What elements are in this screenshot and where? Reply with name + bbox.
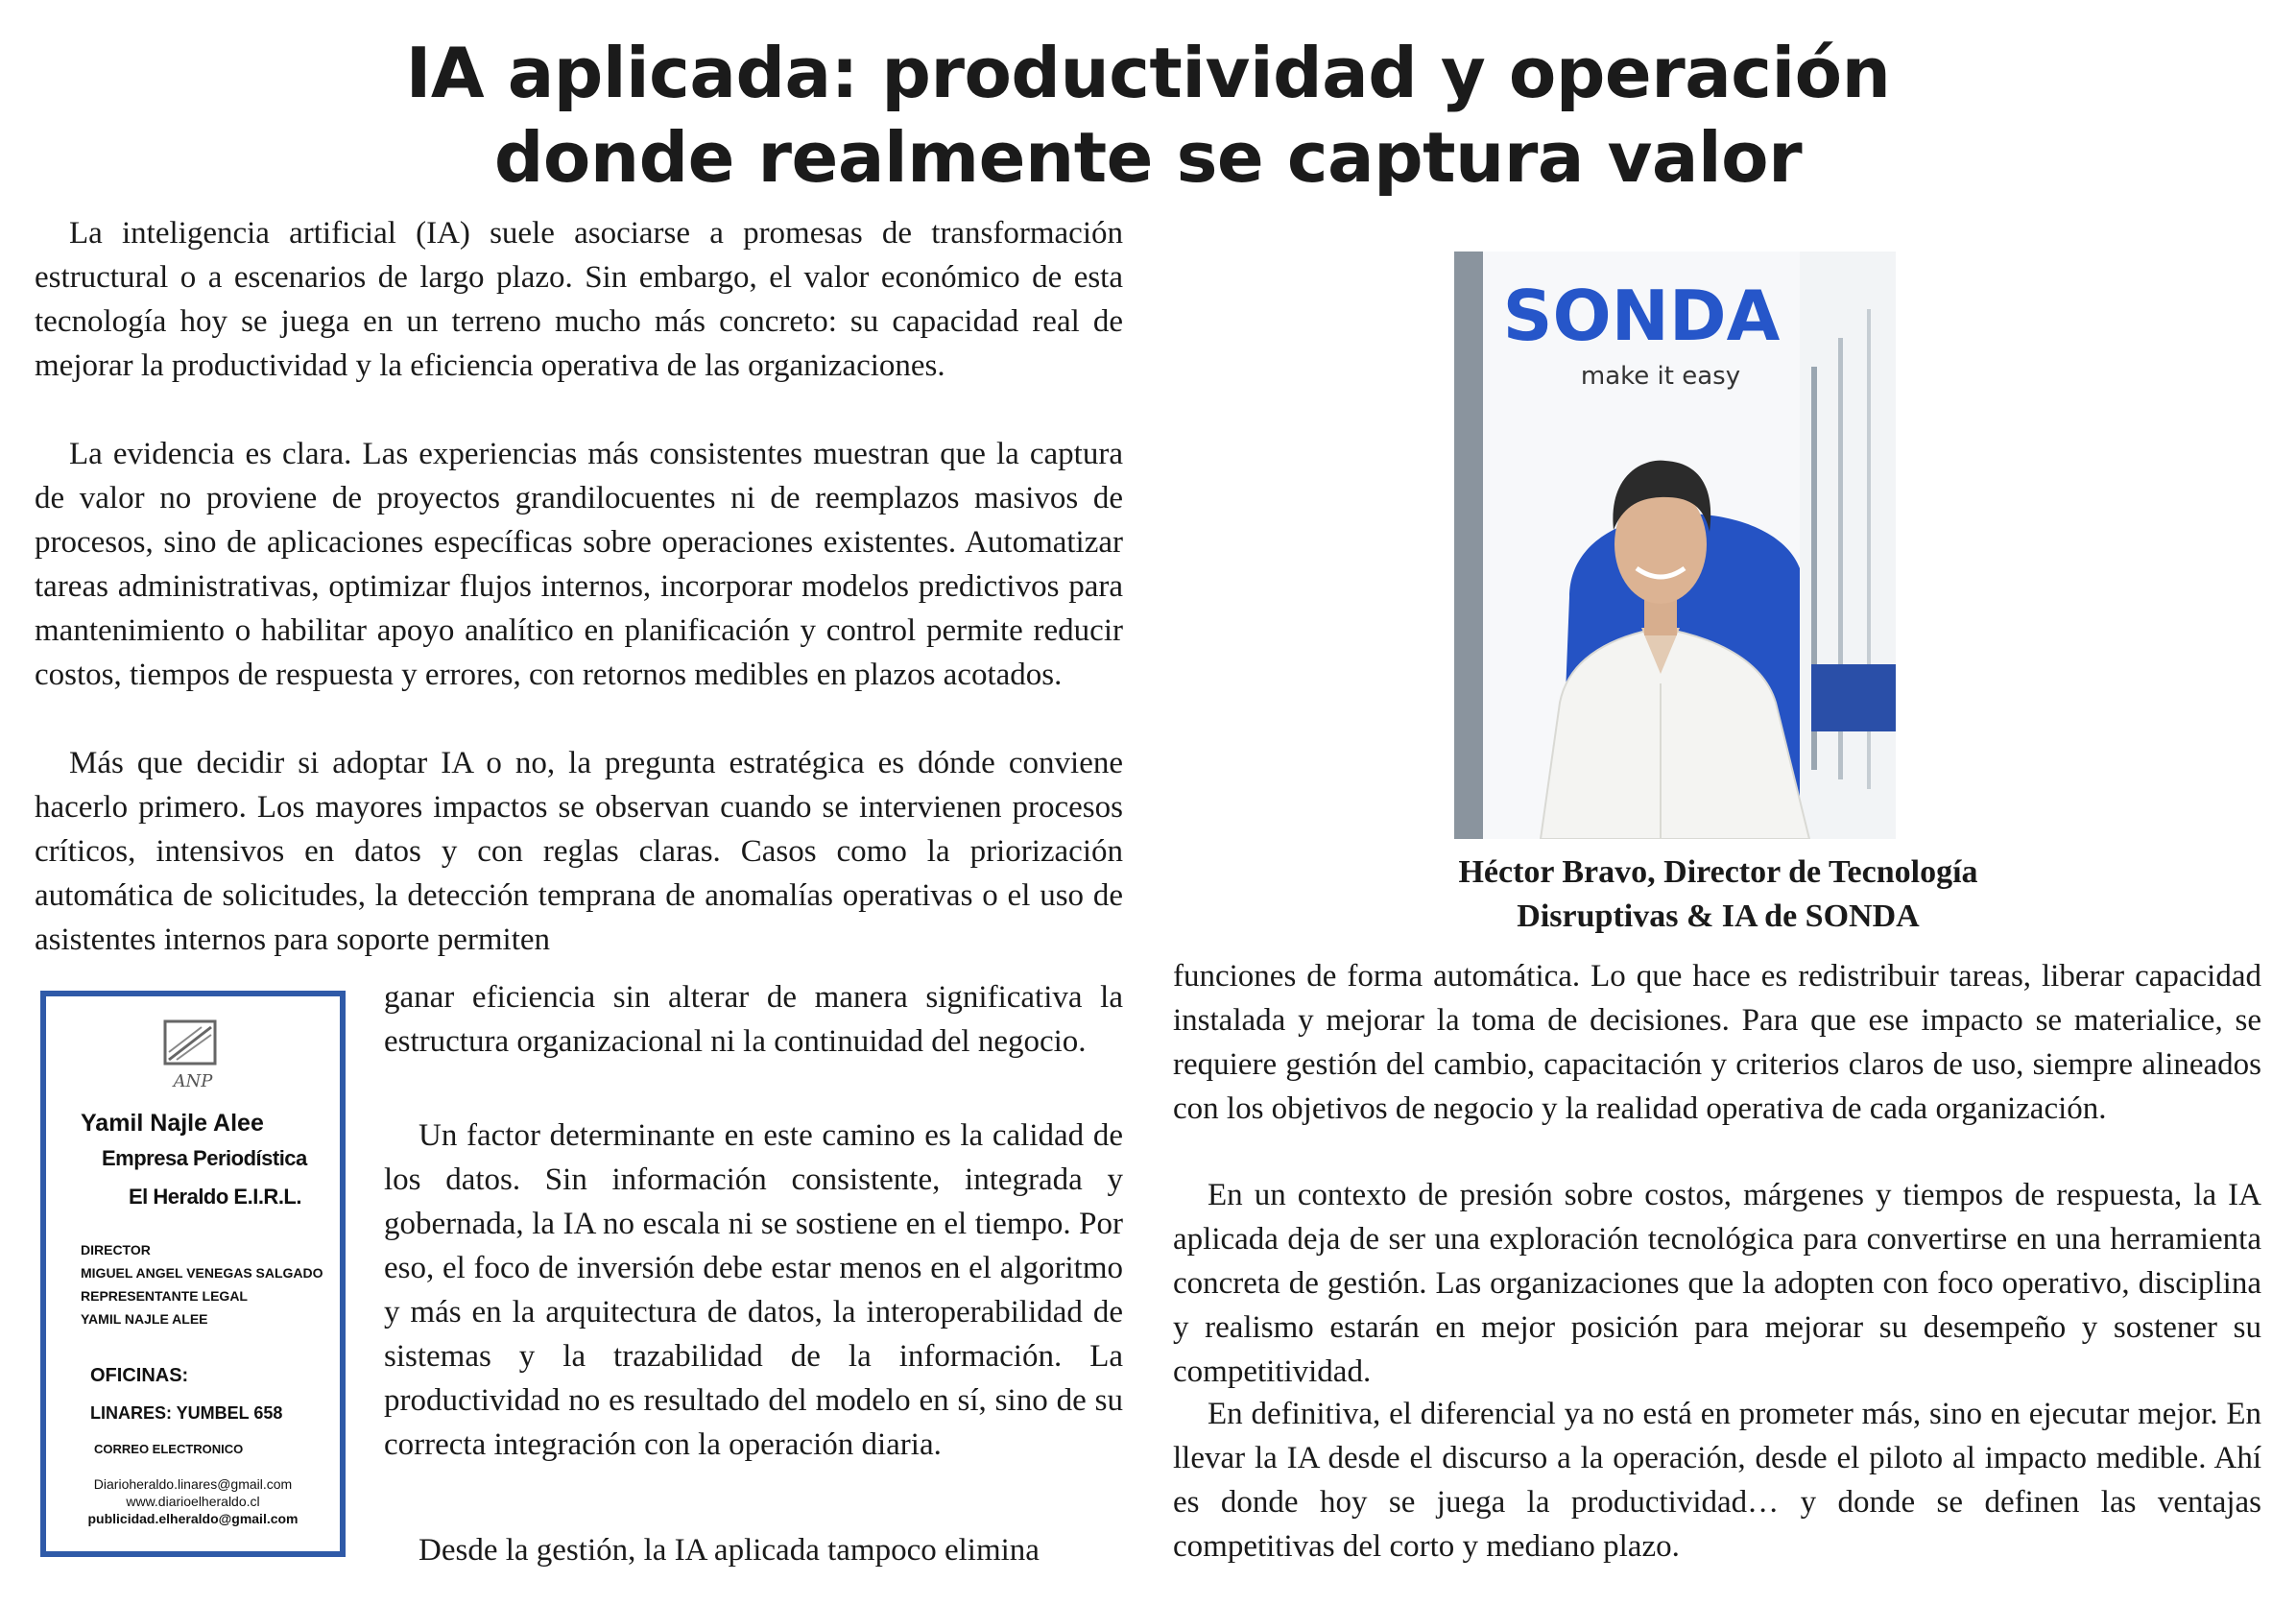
company-line-2: El Heraldo E.I.R.L.	[129, 1185, 301, 1209]
director-label: DIRECTOR	[81, 1242, 151, 1258]
company-line-1: Empresa Periodística	[102, 1146, 307, 1170]
owner-name: Yamil Najle Alee	[81, 1110, 264, 1137]
paragraph-3-continued: ganar eficiencia sin alterar de manera significativa la estructura organizacional ni la continuidad del negocio.	[384, 980, 1123, 1059]
masthead-box	[40, 991, 346, 1557]
paragraph-4: Un factor determinante en este camino es la calidad de los datos. Sin información consistente, integrada y gobernada, la IA no escala ni se sostiene en el tiempo. Por eso, el foco de inversión debe estar menos en el algoritmo y más en la arquitectura de datos, la interoperabilidad de sistemas y la trazabilidad de la información. La productividad no es resultado del modelo en sí, sino de su correcta integración con la operación diaria.	[384, 1118, 1123, 1462]
title-line-1: IA aplicada: productividad y operación	[405, 33, 1891, 113]
email-1[interactable]: Diarioheraldo.linares@gmail.com	[93, 1476, 293, 1492]
photo-caption	[1286, 850, 2150, 939]
paragraph-6: En un contexto de presión sobre costos, márgenes y tiempos de respuesta, la IA aplicada deja de ser una exploración tecnológica para convertirse en una herramienta concreta de gestión. Las organizaciones que la adopten con foco operativo, disciplina y realismo estarán en mejor posición para mejorar su desempeño y sostener su competitividad.	[1173, 1178, 2261, 1389]
paragraph-5: Desde la gestión, la IA aplicada tampoco elimina	[419, 1533, 1040, 1568]
anp-logo	[159, 1018, 227, 1092]
offices-label: OFICINAS:	[90, 1365, 189, 1386]
sonda-logo-text: SONDA	[1502, 275, 1781, 356]
sonda-tagline: make it easy	[1580, 362, 1741, 391]
portrait-illustration	[1454, 252, 1896, 839]
paragraph-2: La evidencia es clara. Las experiencias más consistentes muestran que la captura de valor no proviene de proyectos grandilocuentes ni de reemplazos masivos de procesos, sino de aplicaciones específicas sobre operaciones existentes. Automatizar tareas administrativas, optimizar flujos internos, incorporar modelos predictivos para mantenimiento o habilitar apoyo analítico en planificación y control permite reducir costos, tiempos de respuesta y errores, con retornos medibles en plazos acotados.	[35, 437, 1123, 692]
paragraph-7: En definitiva, el diferencial ya no está en prometer más, sino en ejecutar mejor. En llevar la IA desde el discurso a la operación, desde el piloto al impacto medible. Ahí es donde hoy se juega la productividad… y donde se definen las ventajas competitivas del corto y mediano plazo.	[1173, 1397, 2261, 1564]
portrait-photo	[1454, 252, 1896, 839]
paragraph-1: La inteligencia artificial (IA) suele asociarse a promesas de transformación estructural o a escenarios de largo plazo. Sin embargo, el valor económico de esta tecnología hoy se juega en un terreno mucho más concreto: su capacidad real de mejorar la productividad y la eficiencia operativa de las organizaciones.	[35, 216, 1123, 383]
email-2[interactable]: publicidad.elheraldo@gmail.com	[87, 1511, 299, 1526]
director-name: MIGUEL ANGEL VENEGAS SALGADO	[81, 1265, 323, 1281]
legal-name: YAMIL NAJLE ALEE	[81, 1311, 208, 1327]
article-title	[0, 31, 2296, 200]
legal-label: REPRESENTANTE LEGAL	[81, 1288, 248, 1304]
paragraph-3: Más que decidir si adoptar IA o no, la pregunta estratégica es dónde conviene hacerlo primero. Los mayores impactos se observan cuando se intervienen procesos críticos, intensivos en datos y con reglas claras. Casos como la priorización automática de solicitudes, la detección temprana de anomalías operativas o el uso de asistentes internos para soporte permiten	[35, 746, 1123, 957]
anp-logo-text: ANP	[173, 1071, 213, 1091]
offices-address: LINARES: YUMBEL 658	[90, 1403, 283, 1423]
caption-line-1: Héctor Bravo, Director de Tecnología	[1458, 854, 1978, 890]
email-label: CORREO ELECTRONICO	[94, 1442, 244, 1456]
website-link[interactable]: www.diarioelheraldo.cl	[126, 1494, 260, 1509]
title-line-2: donde realmente se captura valor	[493, 117, 1803, 198]
paragraph-5-continued: funciones de forma automática. Lo que hace es redistribuir tareas, liberar capacidad instalada y mejorar la toma de decisiones. Para que ese impacto se materialice, se requiere gestión del cambio, capacitación y criterios claros de uso, siempre alineados con los objetivos de negocio y la realidad operativa de cada organización.	[1173, 959, 2261, 1126]
caption-line-2: Disruptivas & IA de SONDA	[1517, 898, 1920, 934]
